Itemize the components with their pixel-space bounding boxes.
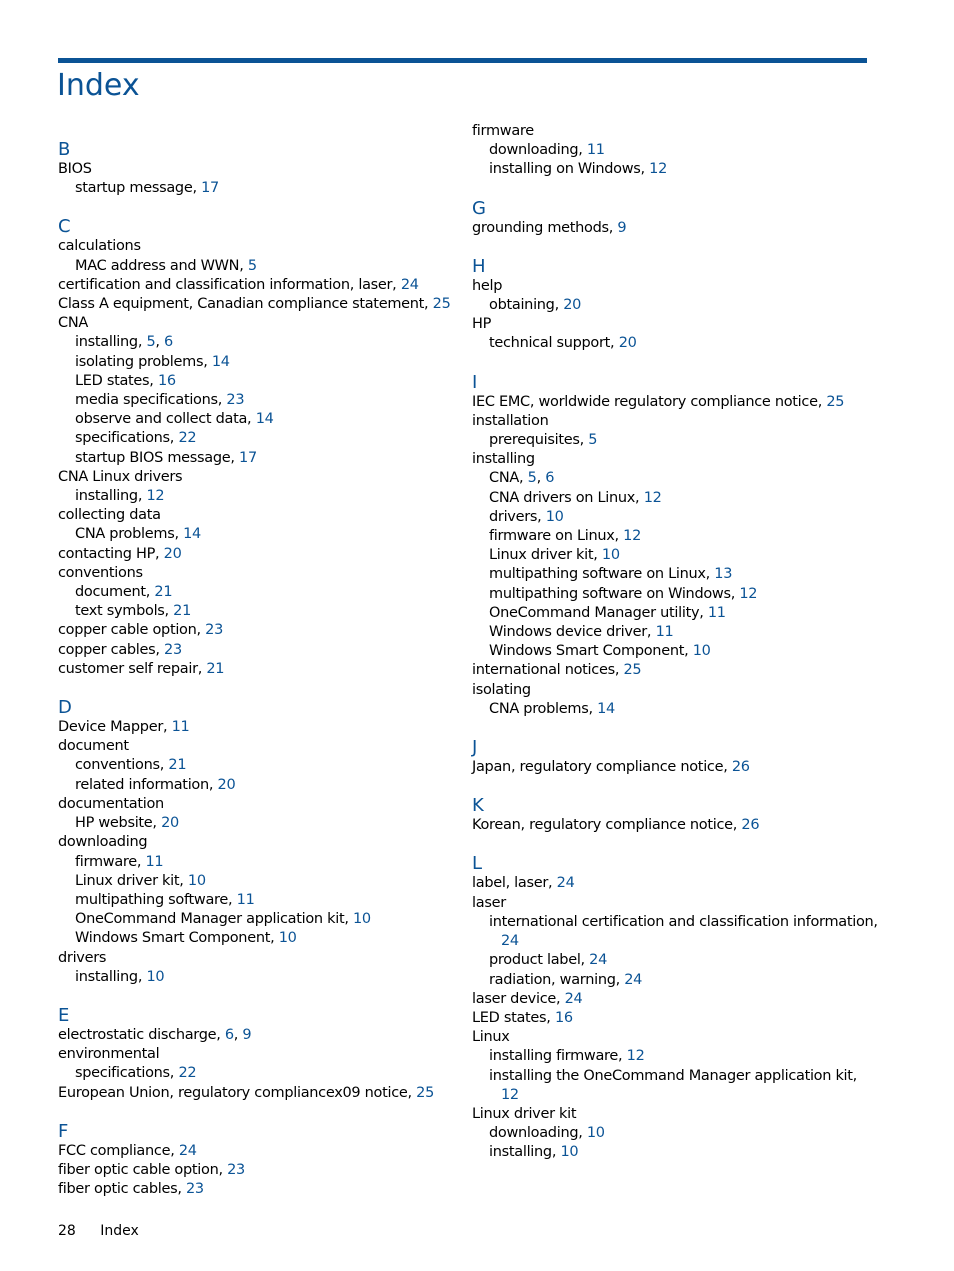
- index-term: observe and collect data,: [75, 411, 252, 428]
- index-entry-continuation: [472, 932, 872, 951]
- page-link[interactable]: 25: [416, 1084, 435, 1101]
- index-term: FCC compliance,: [58, 1142, 175, 1159]
- index-entry: [472, 450, 872, 469]
- index-term: HP website,: [75, 815, 157, 832]
- index-entry: [58, 506, 458, 525]
- footer-page-number: 28: [58, 1223, 76, 1239]
- index-term: collecting data: [58, 507, 161, 524]
- page-link[interactable]: 26: [741, 817, 760, 834]
- index-subentry: [58, 910, 458, 929]
- index-term: firmware,: [75, 853, 142, 870]
- page-link[interactable]: 9: [242, 1026, 252, 1043]
- page-link[interactable]: 10: [560, 1144, 579, 1161]
- index-subentry: [58, 872, 458, 891]
- index-subentry: [58, 449, 458, 468]
- page-link[interactable]: 11: [236, 891, 255, 908]
- page-link[interactable]: 24: [178, 1142, 197, 1159]
- page-link[interactable]: 5: [146, 334, 156, 351]
- index-entry: [472, 681, 872, 700]
- index-term: customer self repair,: [58, 660, 203, 677]
- page-link[interactable]: 12: [501, 1086, 519, 1103]
- index-term: fiber optic cable option,: [58, 1161, 223, 1178]
- index-subentry: [472, 527, 872, 546]
- index-term: related information,: [75, 776, 214, 793]
- page-link[interactable]: 5: [588, 432, 598, 449]
- index-subentry: [58, 1064, 458, 1083]
- index-subentry: [472, 1143, 872, 1162]
- index-entry: [472, 315, 872, 334]
- page-link[interactable]: 5: [527, 470, 537, 487]
- page-link[interactable]: 21: [206, 660, 225, 677]
- index-term: certification and classification information, laser,: [58, 276, 397, 293]
- page-link[interactable]: 14: [255, 411, 274, 428]
- index-term: Linux driver kit,: [489, 547, 598, 564]
- index-term: document: [58, 738, 129, 755]
- index-term: CNA problems,: [489, 700, 593, 717]
- index-term: Windows Smart Component,: [489, 643, 689, 660]
- index-entry: [58, 737, 458, 756]
- page-link[interactable]: 26: [731, 759, 750, 776]
- index-term: specifications,: [75, 1065, 175, 1082]
- page-link[interactable]: 22: [178, 1065, 197, 1082]
- index-column-right: [472, 122, 878, 1163]
- index-letter-heading: E: [58, 1004, 70, 1026]
- index-column-left: [58, 140, 458, 1199]
- index-term: conventions,: [75, 757, 165, 774]
- index-term: environmental: [58, 1046, 160, 1063]
- index-term: contacting HP,: [58, 545, 160, 562]
- index-entry: [58, 1142, 458, 1161]
- index-entry: [58, 718, 458, 737]
- page-link[interactable]: 24: [556, 875, 575, 892]
- index-term: MAC address and WWN,: [75, 257, 244, 274]
- index-term: installing the OneCommand Manager application kit,: [489, 1067, 857, 1084]
- page-link[interactable]: 20: [563, 297, 582, 314]
- index-subentry: [472, 1067, 872, 1086]
- index-term: startup message,: [75, 180, 197, 197]
- page-link[interactable]: 10: [146, 968, 165, 985]
- index-term: LED states,: [75, 372, 154, 389]
- index-term: label, laser,: [472, 875, 553, 892]
- index-subentry: [58, 853, 458, 872]
- page-link[interactable]: 24: [400, 276, 419, 293]
- index-term: Linux: [472, 1029, 510, 1046]
- index-entry: [472, 816, 872, 835]
- index-entry: [58, 660, 458, 679]
- page-footer: [58, 1222, 139, 1240]
- page-link[interactable]: 14: [211, 353, 230, 370]
- page-link[interactable]: 16: [554, 1009, 573, 1026]
- index-term: HP: [472, 316, 492, 333]
- page-link[interactable]: 12: [649, 161, 668, 178]
- page-link[interactable]: 24: [564, 990, 583, 1007]
- index-term: Windows device driver,: [489, 624, 652, 641]
- page-link[interactable]: 14: [183, 526, 201, 543]
- index-subentry: [472, 546, 872, 565]
- index-letter-heading: C: [58, 216, 71, 238]
- index-term: installing,: [75, 968, 143, 985]
- index-term: multipathing software on Linux,: [489, 566, 710, 583]
- page-link[interactable]: 11: [145, 853, 164, 870]
- index-subentry: [472, 431, 872, 450]
- index-entry: [58, 949, 458, 968]
- index-term: firmware: [472, 123, 534, 139]
- page-link[interactable]: 10: [545, 508, 564, 525]
- index-term: electrostatic discharge,: [58, 1026, 221, 1043]
- index-term: BIOS: [58, 161, 92, 177]
- page-link[interactable]: 10: [278, 930, 297, 947]
- index-subentry: [58, 429, 458, 448]
- index-term: Linux driver kit,: [75, 872, 184, 889]
- index-term: firmware on Linux,: [489, 528, 619, 545]
- index-entry: [472, 758, 872, 777]
- page-link[interactable]: 12: [146, 488, 165, 505]
- index-subentry: [58, 776, 458, 795]
- index-subentry: [472, 642, 872, 661]
- page-link[interactable]: 24: [589, 952, 608, 969]
- index-term: specifications,: [75, 430, 175, 447]
- index-subentry: [472, 508, 872, 527]
- index-term: help: [472, 277, 503, 294]
- index-subentry: [472, 913, 878, 932]
- index-term: CNA,: [489, 470, 524, 487]
- index-term: OneCommand Manager utility,: [489, 604, 704, 621]
- index-entry: [58, 795, 458, 814]
- index-letter-heading: D: [58, 697, 72, 719]
- index-term: text symbols,: [75, 603, 169, 620]
- index-term: media specifications,: [75, 392, 223, 409]
- index-entry: electrostatic discharge, 6, 9: [58, 1026, 252, 1043]
- footer-section: Index: [100, 1223, 139, 1239]
- page-link[interactable]: 9: [617, 219, 627, 236]
- page-link[interactable]: 17: [239, 449, 257, 466]
- index-entry: [58, 1161, 458, 1180]
- index-entry: [58, 833, 458, 852]
- index-entry: [58, 564, 458, 583]
- index-term: startup BIOS message,: [75, 449, 235, 466]
- page-link[interactable]: 24: [501, 933, 519, 950]
- page-link[interactable]: 20: [217, 776, 236, 793]
- page-link[interactable]: 6: [224, 1026, 234, 1043]
- index-subentry: [472, 160, 872, 179]
- index-entry: [472, 894, 872, 913]
- index-subentry: [58, 929, 458, 948]
- index-letter-heading: J: [472, 737, 478, 759]
- page-link[interactable]: 10: [601, 547, 620, 564]
- page-link[interactable]: 21: [154, 584, 173, 601]
- page-link[interactable]: 10: [187, 872, 206, 889]
- index-subentry: [58, 583, 458, 602]
- index-subentry: [58, 756, 458, 775]
- index-subentry: CNA, 5, 6: [489, 470, 555, 487]
- page-link[interactable]: 21: [173, 603, 192, 620]
- page-link[interactable]: 23: [164, 641, 182, 658]
- page-link[interactable]: 6: [164, 334, 173, 351]
- page-link[interactable]: 23: [227, 1161, 245, 1178]
- page-link[interactable]: 10: [692, 643, 711, 660]
- index-subentry: [472, 489, 872, 508]
- page-link[interactable]: 5: [247, 257, 257, 274]
- index-letter-heading: H: [472, 255, 486, 277]
- index-entry: [472, 412, 872, 431]
- page-link[interactable]: 20: [161, 815, 179, 832]
- page-link[interactable]: 22: [178, 430, 197, 447]
- index-subentry: [472, 951, 872, 970]
- index-subentry: [58, 353, 458, 372]
- index-term: drivers,: [489, 508, 542, 525]
- page-link[interactable]: 12: [739, 585, 758, 602]
- page-title: Index: [57, 68, 140, 103]
- index-term: Korean, regulatory compliance notice,: [472, 817, 738, 834]
- index-term: laser device,: [472, 990, 561, 1007]
- page-link[interactable]: 11: [655, 624, 674, 641]
- index-subentry: [472, 700, 872, 719]
- index-term: obtaining,: [489, 297, 559, 314]
- page-link[interactable]: 12: [623, 528, 642, 545]
- index-subentry: [58, 487, 458, 506]
- index-entry: [472, 1105, 872, 1124]
- index-entry: [472, 122, 872, 141]
- index-term: isolating: [472, 681, 531, 698]
- index-term: copper cable option,: [58, 622, 201, 639]
- index-entry-continuation: [472, 1086, 872, 1105]
- page-link[interactable]: 25: [826, 393, 845, 410]
- index-term: prerequisites,: [489, 432, 584, 449]
- index-letter-heading: K: [472, 795, 484, 817]
- index-entry: [58, 295, 458, 314]
- index-subentry: [472, 1124, 872, 1143]
- index-entry: [58, 641, 458, 660]
- index-term: fiber optic cables,: [58, 1181, 182, 1198]
- index-term: installing: [472, 451, 535, 468]
- index-entry: [472, 990, 872, 1009]
- page-link[interactable]: 10: [352, 911, 371, 928]
- index-term: installing,: [489, 1144, 557, 1161]
- index-letter-heading: B: [58, 139, 71, 160]
- index-term: copper cables,: [58, 641, 160, 658]
- index-subentry: [58, 968, 458, 987]
- index-term: Japan, regulatory compliance notice,: [472, 759, 728, 776]
- index-entry: [472, 277, 872, 296]
- index-term: CNA: [58, 315, 88, 332]
- index-term: downloading: [58, 834, 148, 851]
- index-term: OneCommand Manager application kit,: [75, 911, 349, 928]
- page-link[interactable]: 13: [714, 566, 733, 583]
- index-subentry: [58, 391, 458, 410]
- page-link[interactable]: 16: [157, 372, 176, 389]
- page-link[interactable]: 23: [186, 1181, 204, 1198]
- index-subentry: [58, 410, 458, 429]
- index-entry: [58, 1180, 458, 1199]
- index-subentry: installing, 5, 6: [75, 334, 173, 351]
- index-entry: [58, 545, 458, 564]
- index-term: technical support,: [489, 335, 615, 352]
- index-subentry: [472, 623, 872, 642]
- index-subentry: [58, 891, 458, 910]
- page-link[interactable]: 20: [618, 335, 637, 352]
- index-subentry: [58, 525, 458, 544]
- index-term: grounding methods,: [472, 219, 614, 236]
- index-term: Linux driver kit: [472, 1105, 577, 1122]
- index-entry: [58, 237, 458, 256]
- page-link[interactable]: 25: [432, 296, 451, 313]
- index-entry: [472, 874, 872, 893]
- index-subentry: [472, 334, 872, 353]
- index-letter-heading: L: [472, 853, 483, 875]
- index-entry: [58, 468, 458, 487]
- index-term: drivers: [58, 949, 107, 966]
- top-rule: [58, 58, 867, 63]
- index-term: LED states,: [472, 1009, 551, 1026]
- page-link[interactable]: 24: [624, 971, 643, 988]
- index-term: multipathing software,: [75, 891, 233, 908]
- index-subentry: [472, 296, 872, 315]
- index-term: isolating problems,: [75, 353, 208, 370]
- index-term: downloading,: [489, 1125, 583, 1142]
- index-entry: [58, 621, 458, 640]
- index-term: conventions: [58, 564, 143, 581]
- index-term: installing firmware,: [489, 1048, 623, 1065]
- index-term: installing on Windows,: [489, 161, 645, 178]
- index-term: document,: [75, 584, 151, 601]
- index-term: installing,: [75, 488, 143, 505]
- page-link[interactable]: 11: [586, 142, 605, 159]
- index-term: Device Mapper,: [58, 719, 168, 736]
- index-subentry: [58, 257, 458, 276]
- index-term: CNA Linux drivers: [58, 468, 183, 485]
- index-entry: [472, 1009, 872, 1028]
- index-entry: [58, 276, 458, 295]
- page-link[interactable]: 11: [707, 604, 726, 621]
- index-entry: [472, 393, 872, 412]
- index-term: international certification and classification information,: [489, 913, 878, 930]
- index-term: calculations: [58, 238, 141, 255]
- index-letter-heading: G: [472, 197, 486, 219]
- index-subentry: [58, 602, 458, 621]
- index-letter-heading: I: [472, 371, 478, 393]
- page-link[interactable]: 12: [626, 1048, 645, 1065]
- page-link[interactable]: 11: [171, 719, 190, 736]
- index-entry: [58, 160, 458, 179]
- index-term: European Union, regulatory compliancex09 notice,: [58, 1084, 412, 1101]
- index-subentry: [472, 971, 872, 990]
- page-link[interactable]: 23: [205, 622, 223, 639]
- index-term: radiation, warning,: [489, 971, 620, 988]
- page-link[interactable]: 6: [545, 470, 555, 487]
- index-term: IEC EMC, worldwide regulatory compliance notice,: [472, 393, 822, 410]
- index-term: CNA problems,: [75, 526, 179, 543]
- page-link[interactable]: 14: [597, 700, 615, 717]
- index-term: installing,: [75, 334, 143, 351]
- index-term: Windows Smart Component,: [75, 930, 275, 947]
- index-subentry: [58, 814, 458, 833]
- index-entry: [472, 661, 872, 680]
- index-subentry: [472, 141, 872, 160]
- page-link[interactable]: 12: [643, 489, 662, 506]
- page-link[interactable]: 20: [163, 545, 182, 562]
- page-link[interactable]: 17: [201, 180, 219, 197]
- index-entry: [472, 219, 872, 238]
- index-term: Class A equipment, Canadian compliance statement,: [58, 296, 429, 313]
- index-term: multipathing software on Windows,: [489, 585, 736, 602]
- index-subentry: [472, 585, 872, 604]
- index-letter-heading: F: [58, 1120, 69, 1142]
- page-link[interactable]: 10: [586, 1125, 605, 1142]
- index-term: laser: [472, 894, 506, 911]
- index-subentry: [472, 565, 872, 584]
- index-subentry: [472, 1047, 872, 1066]
- index-entry: [58, 314, 458, 333]
- index-subentry: [58, 179, 458, 198]
- index-subentry: [472, 604, 872, 623]
- index-term: CNA drivers on Linux,: [489, 489, 640, 506]
- page-link[interactable]: 23: [226, 392, 245, 409]
- index-term: installation: [472, 412, 549, 429]
- index-term: international notices,: [472, 662, 620, 679]
- index-entry: [58, 1045, 458, 1064]
- index-term: documentation: [58, 795, 164, 812]
- index-term: product label,: [489, 952, 585, 969]
- index-subentry: [58, 372, 458, 391]
- page-link[interactable]: 25: [623, 662, 642, 679]
- page-link[interactable]: 21: [168, 757, 187, 774]
- index-entry: [472, 1028, 872, 1047]
- index-entry: [58, 1084, 458, 1103]
- index-term: downloading,: [489, 142, 583, 159]
